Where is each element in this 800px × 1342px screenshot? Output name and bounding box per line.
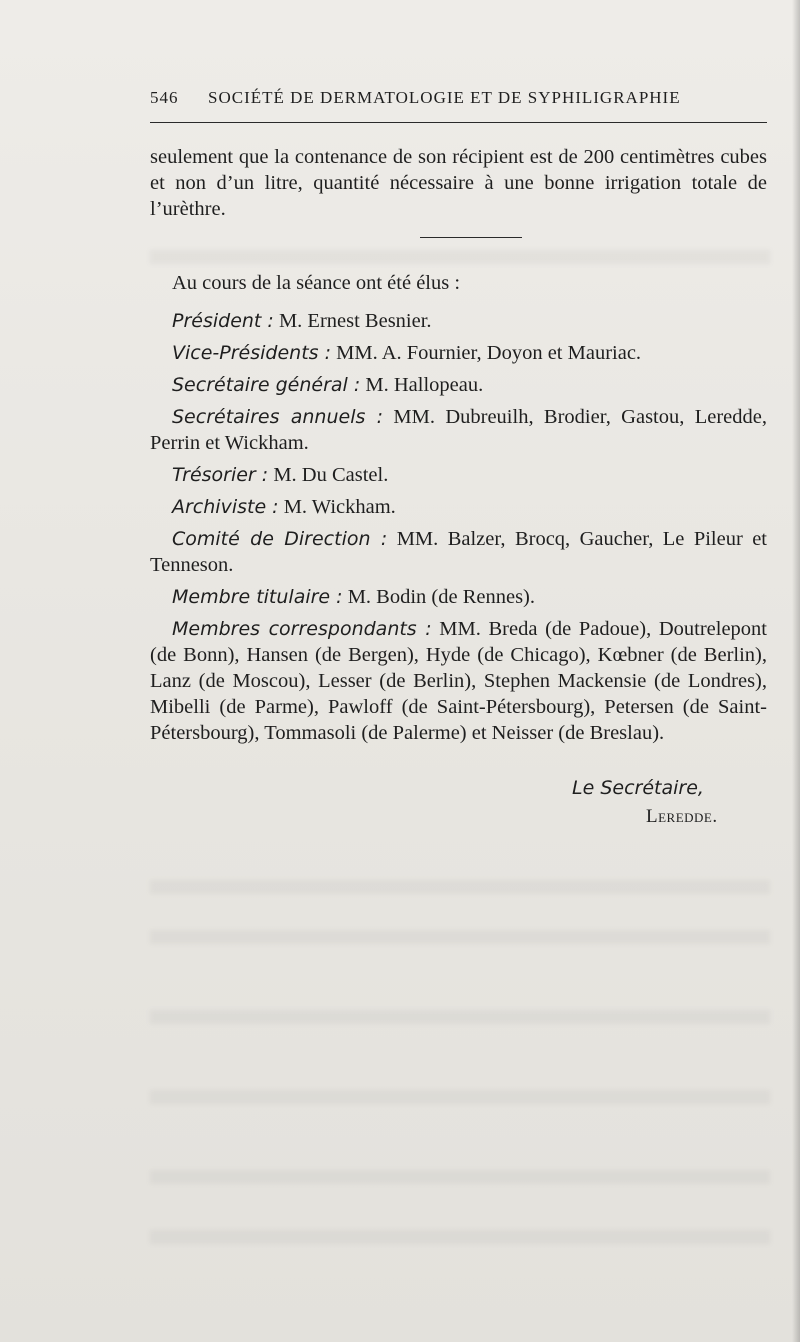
page-edge-shadow	[792, 0, 800, 1342]
intro-text: seulement que la contenance de son récipient est de 200 centimètres cubes et non d’un litre, quantité nécessaire à une bonne irrigation totale de l’urèthre.	[150, 146, 767, 220]
entry-secretaire-general	[150, 372, 767, 398]
entry-value: M. Ernest Besnier.	[278, 310, 432, 332]
entry-label: Membres correspondants :	[172, 618, 432, 640]
entry-value: M. Bodin (de Rennes).	[347, 586, 536, 608]
header-rule	[150, 122, 767, 123]
entry-label: Archiviste :	[172, 496, 279, 518]
election-lead: Au cours de la séance ont été élus :	[172, 272, 461, 294]
entry-value: MM. Dubreuilh, Brodier, Gastou, Leredde, Perrin et Wickham.	[150, 406, 767, 454]
entry-label: Secrétaire général :	[172, 374, 361, 396]
entry-president	[150, 308, 767, 334]
entry-value: M. Wickham.	[283, 496, 396, 518]
bleed-through-line	[150, 1090, 770, 1104]
intro-paragraph	[150, 144, 767, 222]
entry-label: Trésorier :	[172, 464, 269, 486]
entry-value: M. Hallopeau.	[365, 374, 484, 396]
signature-name: Leredde.	[646, 806, 718, 827]
entry-label: Vice-Présidents :	[172, 342, 331, 364]
entry-membres-correspondants	[150, 616, 767, 746]
entry-label: Secrétaires annuels :	[172, 406, 384, 428]
entry-value: MM. Breda (de Padoue), Doutrelepont (de Bonn), Hansen (de Bergen), Hyde (de Chicago), Kœbner (de Berlin), Lanz (de Moscou), Lesser (de Berlin), Stephen Mackensie (de Londres), Mibelli (de Parme), Pawloff (de Saint-Pétersbourg), Petersen (de Saint-Pétersbourg), Tommasoli (de Palerme) et Neisser (de Breslau).	[150, 618, 768, 744]
running-header	[150, 88, 765, 108]
entry-label: Membre titulaire :	[172, 586, 343, 608]
election-list	[150, 270, 767, 746]
entry-archiviste	[150, 494, 767, 520]
entry-label: Comité de Direction :	[172, 528, 388, 550]
entry-value: MM. A. Fournier, Doyon et Mauriac.	[336, 342, 642, 364]
signature-title: Le Secrétaire,	[572, 777, 704, 799]
entry-tresorier	[150, 462, 767, 488]
running-title: SOCIÉTÉ DE DERMATOLOGIE ET DE SYPHILIGRAPHIE	[208, 88, 681, 107]
entry-value: MM. Balzer, Brocq, Gaucher, Le Pileur et Tenneson.	[150, 528, 768, 576]
bleed-through-line	[150, 880, 770, 894]
entry-secretaires-annuels	[150, 404, 767, 456]
bleed-through-line	[150, 1170, 770, 1184]
entry-label: Président :	[172, 310, 274, 332]
page-number: 546	[150, 88, 179, 107]
entry-membre-titulaire	[150, 584, 767, 610]
bleed-through-line	[150, 250, 770, 264]
bleed-through-line	[150, 930, 770, 944]
entry-vice-presidents	[150, 340, 767, 366]
section-separator	[420, 237, 522, 238]
entry-comite-direction	[150, 526, 767, 578]
bleed-through-line	[150, 1010, 770, 1024]
entry-value: M. Du Castel.	[273, 464, 389, 486]
bleed-through-line	[150, 1230, 770, 1244]
